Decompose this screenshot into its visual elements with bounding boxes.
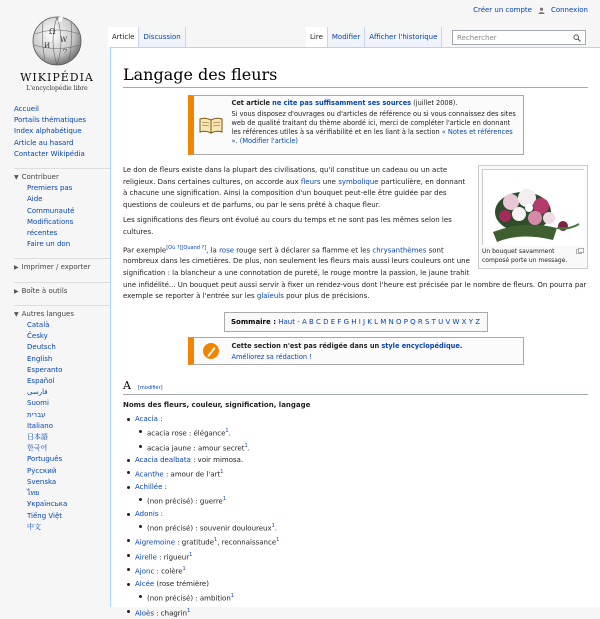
notes-references-link[interactable]: « Notes et références »	[231, 128, 513, 145]
link-chrysanthemes[interactable]: chrysanthèmes	[372, 245, 427, 254]
flower-text: : voir mimosa.	[190, 456, 244, 465]
sidebar-item-portails[interactable]: Portails thématiques	[14, 116, 87, 125]
sidebar-navigation	[14, 104, 114, 160]
thumbnail-caption-text: Un bouquet savamment composé porte un message.	[482, 248, 568, 264]
sources-notice-body: Si vous disposez d'ouvrages ou d'articles de référence ou si vous connaissez des sites web de qualité traitant du thème abordé ici, merci de compléter l'article en donnant les références utiles à sa vérifiabilité et en les liant à la section	[231, 110, 516, 136]
reference-link[interactable]: 1	[189, 551, 193, 558]
sidebar-item-contact[interactable]: Contacter Wikipédia	[14, 149, 85, 158]
portal-languages-title: Autres langues	[21, 309, 75, 318]
list-item	[123, 534, 588, 549]
page-title: Langage des fleurs	[123, 65, 588, 88]
flower-link[interactable]: Aloès	[135, 608, 154, 617]
flower-text: :	[157, 414, 163, 423]
reference-link[interactable]: 1	[182, 566, 186, 573]
list-item	[123, 590, 588, 605]
flower-link[interactable]: Ajonc	[135, 567, 155, 576]
section-a-edit-link[interactable]: [modifier]	[137, 384, 163, 391]
ameliorez-redaction-link[interactable]: Améliorez sa rédaction !	[231, 352, 312, 361]
language-link[interactable]: Українська	[27, 500, 68, 509]
sources-notice-box	[188, 95, 524, 155]
personal-tools	[473, 6, 588, 14]
svg-text:Ω: Ω	[49, 27, 56, 36]
text: rouge sert à déclarer sa flamme et les	[236, 245, 371, 254]
flower-link[interactable]: Airelle	[135, 553, 157, 562]
sources-notice-link[interactable]: ne cite pas suffisamment ses sources	[272, 99, 412, 107]
list-item	[123, 549, 588, 564]
language-link[interactable]: Česky	[27, 332, 48, 341]
list-item	[123, 520, 588, 535]
flower-text: (non précisé) : ambition	[147, 594, 231, 603]
logo-wordmark: WIKIPÉDIA	[20, 71, 94, 84]
citation-needed-when[interactable]: [Quand ?]	[181, 244, 207, 251]
reference-link[interactable]: 1	[220, 469, 224, 476]
list-item	[123, 466, 588, 481]
language-link[interactable]: فارسی	[27, 388, 48, 397]
flower-text: acacia rose : élégance	[147, 429, 226, 438]
create-account-link[interactable]: Créer un compte	[473, 6, 532, 14]
svg-text:ウ: ウ	[62, 48, 69, 55]
thumbnail	[478, 165, 588, 269]
language-link[interactable]: Italiano	[27, 421, 53, 430]
sidebar-item-index[interactable]: Index alphabétique	[14, 127, 82, 136]
bouquet-image[interactable]	[482, 169, 584, 245]
language-link[interactable]: עברית	[27, 410, 46, 419]
flower-text: acacia jaune : amour secret	[147, 443, 245, 452]
thumbnail-caption	[482, 248, 584, 265]
flower-text: (non précisé) : guerre	[147, 497, 223, 506]
collapse-triangle-icon: ▼	[14, 310, 19, 318]
text: particulière, en donnant à chacune une signification. Ainsi la composition d'un bouquet peut-elle être guidée par des questions de couleurs et de parfums, ou par le sens prêté à chaque fleur.	[123, 177, 466, 209]
style-encyclopedique-link[interactable]: style encyclopédique	[381, 341, 460, 350]
list-item	[123, 563, 588, 578]
svg-text:И: И	[44, 42, 51, 50]
text: une	[322, 177, 336, 186]
language-link[interactable]: 한국어	[27, 444, 48, 453]
enlarge-icon[interactable]	[576, 248, 584, 254]
article-content	[110, 47, 600, 617]
flower-text: : chagrin	[153, 608, 188, 617]
expand-triangle-icon: ▶	[14, 287, 19, 295]
language-link[interactable]: Tiếng Việt	[27, 511, 63, 520]
language-link[interactable]: Esperanto	[27, 365, 63, 374]
section-a-title: A	[123, 378, 131, 392]
flower-text: : amour de l'art	[163, 470, 221, 479]
flower-link[interactable]: Alcée	[135, 579, 155, 588]
reference-link[interactable]: 1	[187, 607, 191, 614]
flower-text: :	[162, 482, 167, 491]
tab-discussion[interactable]: Discussion	[139, 27, 185, 47]
sources-notice-body-end: .	[235, 137, 238, 145]
pen-icon	[194, 338, 228, 364]
link-symbolique[interactable]: symbolique	[338, 177, 379, 186]
language-link[interactable]: Deutsch	[27, 343, 56, 352]
language-link[interactable]: Русский	[27, 466, 57, 475]
tab-edit[interactable]: Modifier	[328, 27, 365, 47]
user-icon	[538, 7, 545, 14]
flower-link[interactable]: Acanthe	[135, 470, 164, 479]
search-input[interactable]	[452, 30, 586, 45]
reference-link[interactable]: 1	[225, 428, 229, 435]
list-item	[123, 605, 588, 619]
sources-notice-date: (juillet 2008).	[413, 99, 458, 107]
language-link[interactable]: 日本語	[27, 433, 48, 442]
sidebar-item-aide[interactable]: Aide	[27, 195, 43, 204]
language-link[interactable]: Português	[27, 455, 63, 464]
portal-tools-toggle[interactable]	[14, 282, 114, 297]
reference-link[interactable]: 1	[214, 537, 218, 544]
text: Le don de fleurs existe dans la plupart des civilisations, qu'il constitue un cadeau ou un acte religieux. Dans certaines cultures, on accorde aux	[123, 166, 448, 186]
text: Par exemple	[123, 245, 167, 254]
language-list	[14, 320, 114, 533]
reference-link[interactable]: 1	[276, 537, 280, 544]
reference-link[interactable]: 1	[244, 442, 248, 449]
text: pour plus de précisions.	[286, 292, 370, 301]
text: , la	[206, 245, 217, 254]
flower-text-end: .	[274, 524, 278, 533]
link-fleurs[interactable]: fleurs	[300, 177, 321, 186]
list-item	[123, 454, 588, 466]
flower-link[interactable]: Acacia	[135, 414, 158, 423]
style-notice-box	[188, 337, 524, 365]
portal-contribuer-title: Contribuer	[21, 173, 59, 182]
language-link[interactable]: English	[27, 354, 53, 363]
collapse-triangle-icon: ▼	[14, 174, 19, 182]
flower-text: :	[158, 509, 164, 518]
table-of-contents	[224, 312, 488, 332]
expand-triangle-icon: ▶	[14, 264, 19, 272]
section-heading-a	[123, 379, 588, 395]
intro-paragraph-2: Les significations des fleurs ont évolué au cours du temps et ne sont pas les mêmes selon les cultures.	[123, 216, 452, 236]
language-link[interactable]: Català	[27, 321, 50, 330]
flower-link[interactable]: Aigremoine	[135, 538, 175, 547]
sidebar-item-communaute[interactable]: Communauté	[27, 206, 75, 215]
flower-link[interactable]: Adonis	[135, 509, 159, 518]
list-item	[123, 425, 588, 440]
sources-notice-lead: Cet article	[231, 99, 271, 107]
flower-text: : gratitude	[175, 538, 215, 547]
portal-contribuer-list	[14, 183, 114, 250]
reference-link[interactable]: 1	[271, 522, 275, 529]
flower-link[interactable]: Achillée	[135, 482, 163, 491]
toc-label: Sommaire :	[231, 317, 276, 326]
list-item	[123, 481, 588, 493]
portal-languages-toggle[interactable]	[14, 305, 114, 320]
search-placeholder: Rechercher	[457, 33, 497, 42]
search-icon[interactable]	[573, 34, 581, 42]
flower-text: : colère	[154, 567, 183, 576]
svg-text:W: W	[60, 36, 68, 44]
sidebar-item-faire-un-don[interactable]: Faire un don	[27, 240, 71, 249]
language-link[interactable]: Svenska	[27, 477, 57, 486]
sidebar-item-modifications-recentes[interactable]: Modifications récentes	[27, 217, 74, 238]
language-link[interactable]: 中文	[27, 522, 41, 531]
flower-text-end: .	[228, 429, 231, 438]
reference-link[interactable]: 1	[230, 593, 234, 600]
portal-tools-title: Boîte à outils	[21, 286, 68, 295]
list-item	[123, 413, 588, 425]
portal-print-title: Imprimer / exporter	[21, 263, 91, 272]
link-glaieuls[interactable]: glaïeuls	[256, 292, 284, 301]
link-rose[interactable]: rose	[219, 245, 235, 254]
style-notice-lead: Cette section n'est pas rédigée dans un	[231, 341, 380, 350]
puzzle-globe-icon	[29, 12, 85, 68]
namespace-tabs	[108, 27, 186, 47]
flower-text: (non précisé) : souvenir douloureux	[147, 524, 272, 533]
book-icon	[194, 96, 228, 154]
flower-text-end: .	[247, 443, 250, 452]
logo-tagline: L'encyclopédie libre	[26, 85, 88, 92]
flower-list	[123, 413, 588, 619]
tab-article[interactable]: Article	[108, 27, 139, 47]
language-link[interactable]: ไทย	[27, 489, 40, 498]
edit-article-link[interactable]: (Modifier l'article)	[239, 137, 298, 145]
tab-history[interactable]: Afficher l'historique	[365, 27, 442, 47]
list-item	[123, 578, 588, 590]
sidebar-item-premiers-pas[interactable]: Premiers pas	[27, 184, 73, 193]
sidebar-item-accueil[interactable]: Accueil	[14, 105, 39, 113]
flower-list-heading: Noms des fleurs, couleur, signification, langage	[123, 400, 311, 409]
flower-text: (rose trémière)	[154, 579, 209, 588]
tab-read[interactable]: Lire	[306, 27, 328, 47]
list-item	[123, 508, 588, 520]
list-item	[123, 440, 588, 455]
view-tabs	[306, 27, 442, 47]
login-link[interactable]: Connexion	[550, 6, 588, 14]
sidebar	[14, 104, 114, 533]
list-item	[123, 493, 588, 508]
flower-text-end: , reconnaissance	[217, 538, 277, 547]
citation-needed-where[interactable]: [Où ?]	[166, 244, 182, 251]
portal-contribuer-toggle[interactable]	[14, 168, 114, 183]
text: sont nombreux dans les cimetières. De plus, non seulement les fleurs mais aussi leurs couleurs ont une signification : la blancheur a une connotation de pureté, le rouge montre la passion, le jaune trahit une infidélité... Un bouquet peut aussi servir à fixer un rendez-vous dont l'heure est précisée par le nombre de fleurs. On pourra par exemple se reporter à l'entrée sur les	[123, 245, 587, 301]
portal-print-toggle[interactable]	[14, 258, 114, 273]
reference-link[interactable]: 1	[222, 496, 227, 503]
style-notice-lead-end: .	[459, 341, 463, 350]
flower-text: : rigueur	[156, 553, 190, 562]
language-link[interactable]: Suomi	[27, 399, 49, 408]
sidebar-item-hasard[interactable]: Article au hasard	[14, 138, 74, 147]
language-link[interactable]: Español	[27, 377, 55, 386]
flower-link[interactable]: Acacia dealbata	[135, 456, 191, 465]
wikipedia-logo[interactable]	[14, 12, 100, 92]
toc-links[interactable]: Haut - A B C D E F G H I J K L M N O P Q R S T U V W X Y Z	[278, 317, 480, 326]
